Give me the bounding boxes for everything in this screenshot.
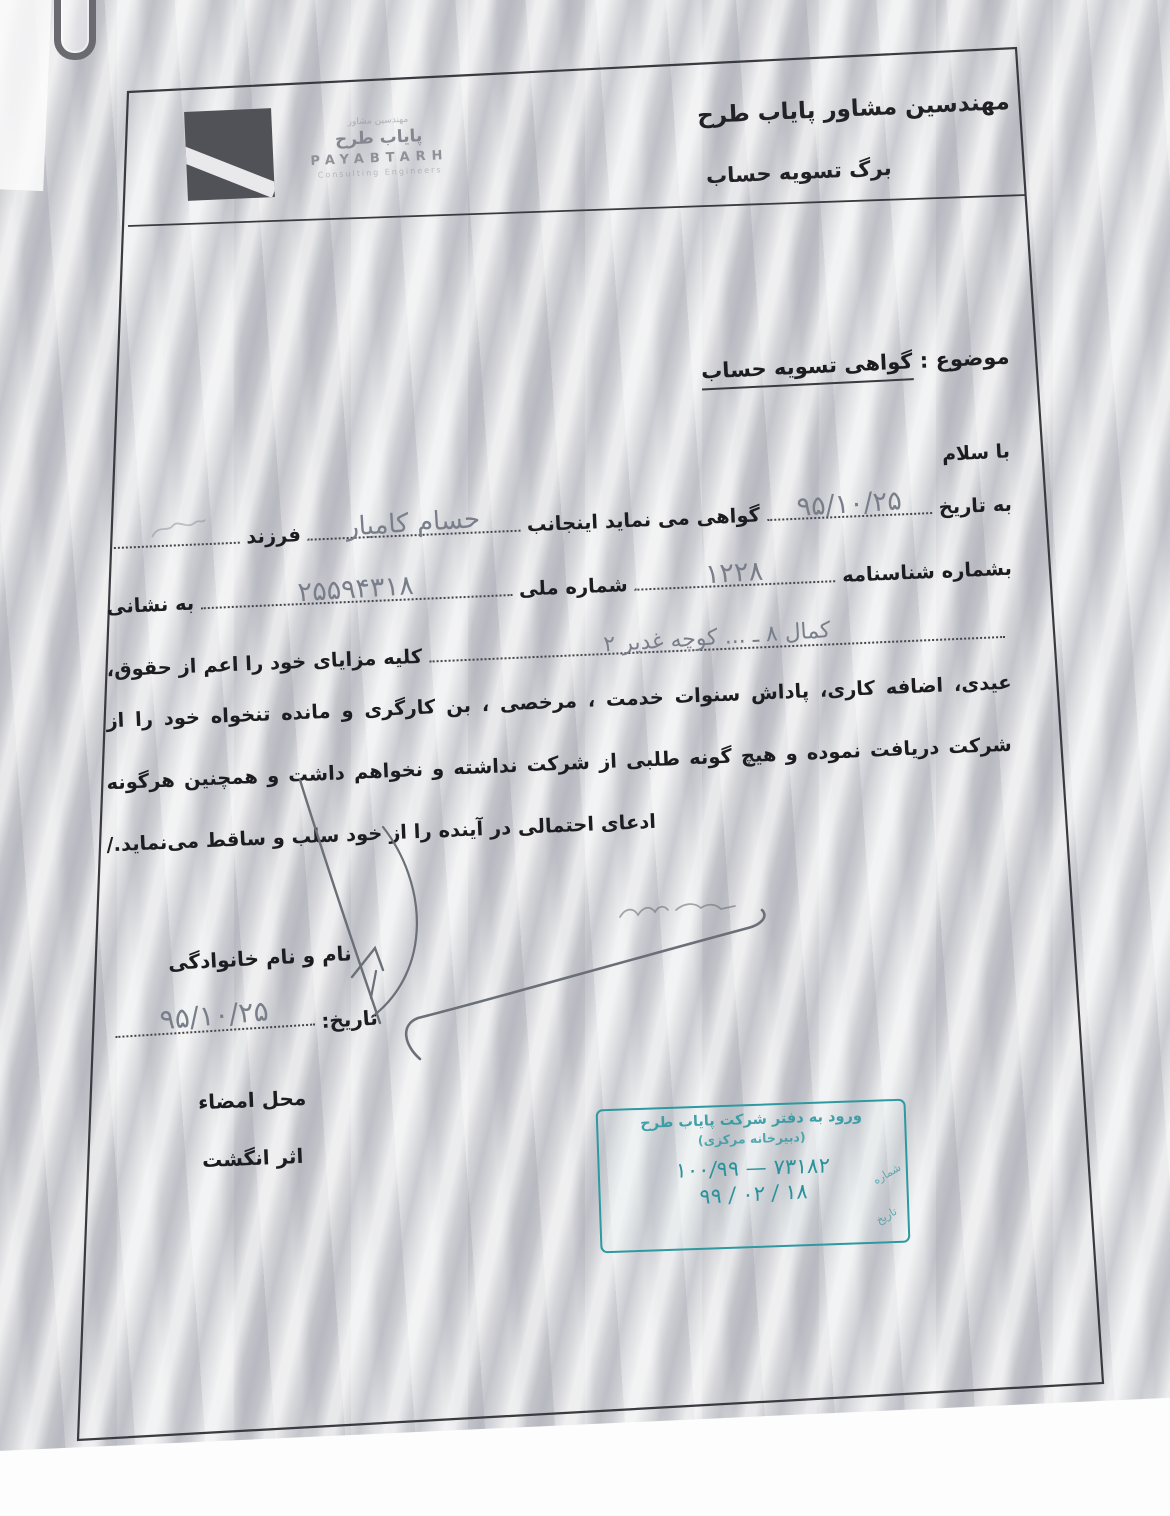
handwritten-date: ۹۵/۱۰/۲۵ xyxy=(795,485,903,523)
l1-mid: گواهی می نماید اینجانب xyxy=(526,503,761,537)
fullname-label: نام و نام خانوادگی xyxy=(167,941,353,975)
faint-handwriting-scribble xyxy=(148,515,209,544)
id-number-blank xyxy=(635,555,836,591)
logo-stripe xyxy=(184,143,275,198)
handwritten-address: کمال ۸ ـ ... کوچه غدیر ۲ xyxy=(602,618,832,658)
stamp-title: ورود به دفتر شرکت پایاب طرح xyxy=(639,1108,863,1132)
body-line-5: شرکت دریافت نموده و هیچ گونه طلبی از شرکت نداشته و نخواهم داشت و همچنین هرگونه xyxy=(105,732,1013,795)
logo-latin-sub: Consulting Engineers xyxy=(317,165,443,180)
l3-post: کلیه مزایای خود را اعم از حقوق، xyxy=(106,644,423,682)
fingerprint-label: اثر انگشت xyxy=(201,1143,304,1173)
handwritten-id-number: ۱۲۲۸ xyxy=(704,555,765,591)
stamp-number: ۱۰۰/۹۹ — ۷۳۱۸۲ xyxy=(675,1153,831,1183)
stamp-date-label: تاریخ xyxy=(873,1204,900,1227)
subject-label: موضوع : xyxy=(919,344,1011,373)
l1-pre: به تاریخ xyxy=(938,492,1013,519)
l2-mid: شماره ملی xyxy=(518,572,629,601)
signature-place-label: محل امضاء xyxy=(197,1085,307,1115)
handwritten-footer-date: ۹۵/۱۰/۲۵ xyxy=(158,994,270,1037)
stamp-subtitle: (دبیرخانه مرکزی) xyxy=(697,1129,806,1148)
body-line-4: عیدی، اضافه کاری، پاداش سنوات خدمت ، مرخصی ، بن کارگری و مانده تنخواه خود را از xyxy=(105,670,1013,733)
subject-value: گواهی تسویه حساب xyxy=(701,349,914,390)
office-entry-stamp xyxy=(596,1099,911,1254)
national-id-blank xyxy=(201,570,512,609)
logo-persian-small: مهندسین مشاور xyxy=(347,114,409,128)
date-blank xyxy=(767,485,932,523)
stamp-date: ۹۹ / ۰۲ / ۱۸ xyxy=(698,1179,809,1209)
name-blank xyxy=(308,503,520,543)
company-title: مهندسین مشاور پایاب طرح xyxy=(696,88,1011,130)
handwritten-national-id: ۲۵۵۹۴۳۱۸ xyxy=(297,570,416,609)
handwritten-name: حسام کامیار xyxy=(345,503,482,543)
logo-latin: PAYABTARH xyxy=(310,147,449,169)
body-line-6: ادعای احتمالی در آینده را از خود سلب و ساقط می‌نماید./ xyxy=(105,809,657,857)
logo-text-block xyxy=(283,112,475,181)
l2-post: به نشانی xyxy=(106,591,195,619)
footer-date-label: تاریخ: xyxy=(320,1005,379,1034)
father-name-blank xyxy=(114,540,240,549)
signature-name-scribble xyxy=(620,904,735,917)
form-title: برگ تسویه حساب xyxy=(705,155,893,189)
stamp-number-label: شماره xyxy=(870,1160,904,1187)
greeting: با سلام xyxy=(941,440,1011,466)
logo-persian: پایاب طرح xyxy=(334,126,423,150)
company-logo xyxy=(184,108,275,201)
l2-pre: بشماره شناسنامه xyxy=(841,556,1013,587)
l1-post: فرزند xyxy=(245,522,302,549)
